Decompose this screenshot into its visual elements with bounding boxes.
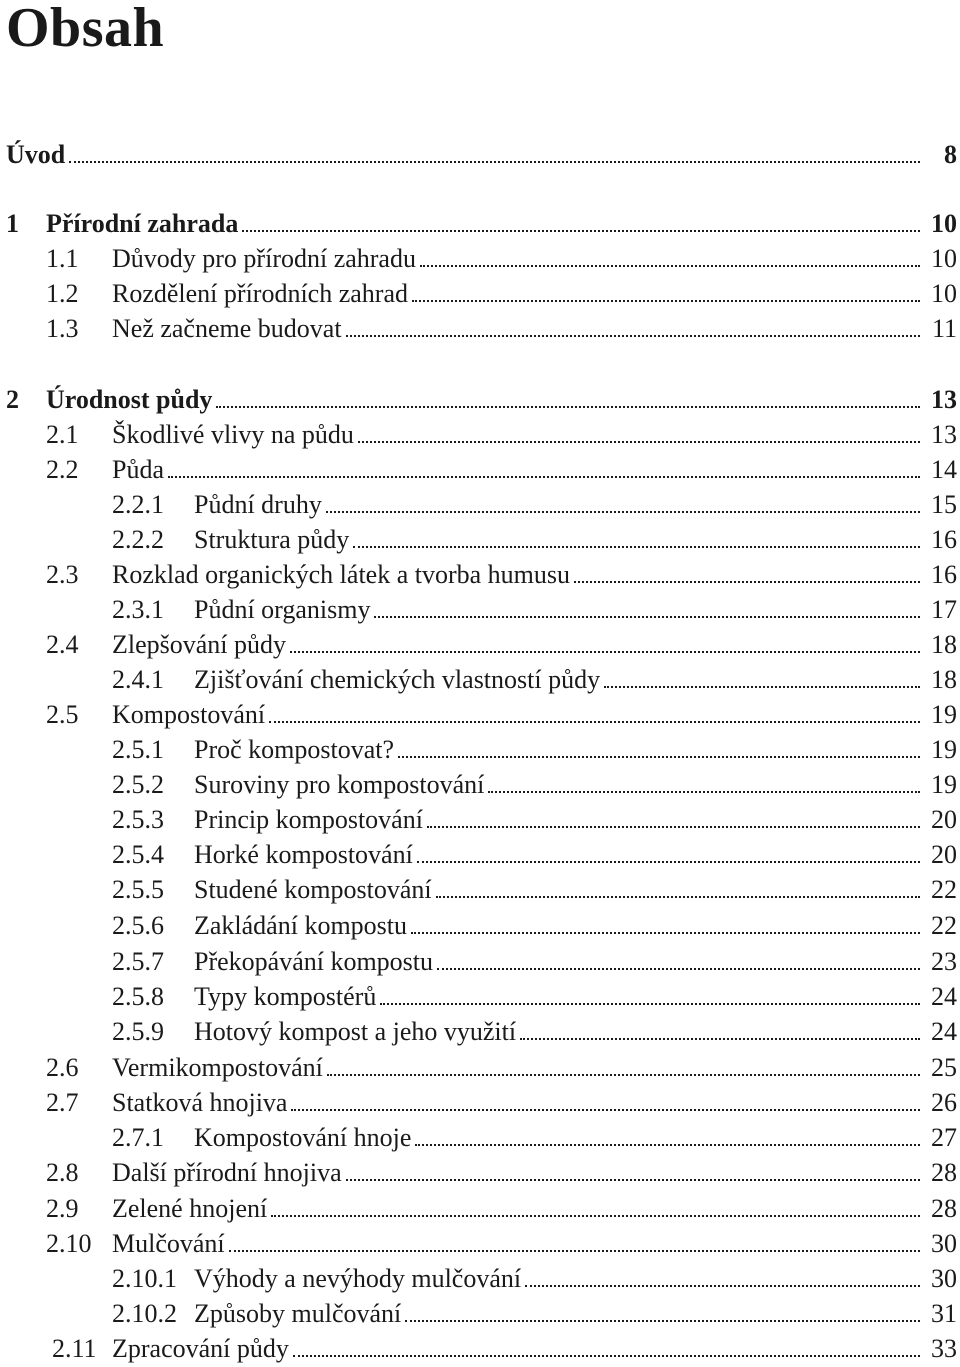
toc-entry-title: Způsoby mulčování <box>194 1299 402 1328</box>
toc-entry-title: Škodlivé vlivy na půdu <box>112 420 354 449</box>
toc-entry[interactable] <box>0 593 960 627</box>
toc-entry-leader <box>112 1192 920 1226</box>
toc-entry-title: Úrodnost půdy <box>46 385 213 414</box>
toc-entry-leader <box>194 1262 920 1296</box>
toc-entry-leader <box>194 768 920 802</box>
toc-entry-number: 2.10.2 <box>112 1299 177 1328</box>
toc-entry-page: 24 <box>925 980 957 1014</box>
dot-leader <box>269 721 920 723</box>
toc-entry-title: Než začneme budovat <box>112 314 342 343</box>
toc-entry-number: 2.5 <box>46 700 79 729</box>
toc-entry-number: 2.7 <box>46 1088 79 1117</box>
toc-entry[interactable] <box>0 242 960 276</box>
toc-entry-title: Statková hnojiva <box>112 1088 288 1117</box>
toc-entry-title: Proč kompostovat? <box>194 735 395 764</box>
toc-entry-title: Úvod <box>6 140 66 169</box>
toc-entry-leader <box>194 663 920 697</box>
toc-entry-leader <box>194 873 920 907</box>
dot-leader <box>574 581 920 583</box>
toc-entry-number: 2.5.6 <box>112 911 164 940</box>
dot-leader <box>216 406 920 408</box>
toc-entry[interactable] <box>0 945 960 979</box>
toc-entry-page: 16 <box>925 558 957 592</box>
toc-entry-page: 11 <box>926 312 957 346</box>
toc-entry[interactable] <box>0 733 960 767</box>
dot-leader <box>411 932 920 934</box>
toc-entry-leader <box>194 803 920 837</box>
toc-entry-page: 17 <box>925 593 957 627</box>
dot-leader <box>374 616 920 618</box>
toc-entry-number: 2.3.1 <box>112 595 164 624</box>
toc-entry-page: 13 <box>925 383 957 417</box>
toc-entry-number: 2.9 <box>46 1194 79 1223</box>
toc-entry-page: 16 <box>925 523 957 557</box>
dot-leader <box>293 1355 920 1357</box>
dot-leader <box>417 861 920 863</box>
toc-entry-leader <box>194 1297 920 1331</box>
toc-entry-number: 2.5.1 <box>112 735 164 764</box>
dot-leader <box>326 511 920 513</box>
toc-entry-title: Půda <box>112 455 164 484</box>
toc-entry-page: 10 <box>925 277 957 311</box>
toc-entry-leader <box>194 488 920 522</box>
toc-entry-leader <box>112 1086 920 1120</box>
toc-entry-number: 2.3 <box>46 560 79 589</box>
toc-entry-leader <box>112 418 920 452</box>
dot-leader <box>69 161 920 163</box>
toc-entry-number: 2.5.8 <box>112 982 164 1011</box>
toc-entry-number: 2.2.1 <box>112 490 164 519</box>
dot-leader <box>358 441 920 443</box>
toc-entry-leader <box>194 733 920 767</box>
toc-entry-page: 23 <box>925 945 957 979</box>
dot-leader <box>412 300 920 302</box>
toc-entry-number: 2.5.4 <box>112 840 164 869</box>
toc-entry-page: 30 <box>925 1262 957 1296</box>
dot-leader <box>525 1285 920 1287</box>
dot-leader <box>405 1320 920 1322</box>
toc-entry[interactable] <box>0 1192 960 1226</box>
dot-leader <box>353 546 920 548</box>
dot-leader <box>291 1109 920 1111</box>
dot-leader <box>229 1250 920 1252</box>
toc-entry-page: 18 <box>925 628 957 662</box>
toc-entry-title: Zpracování půdy <box>112 1334 289 1363</box>
toc-entry[interactable] <box>0 558 960 592</box>
toc-entry[interactable] <box>0 768 960 802</box>
toc-entry-title: Princip kompostování <box>194 805 423 834</box>
toc-entry-leader <box>46 207 920 241</box>
dot-leader <box>436 896 920 898</box>
dot-leader <box>168 476 920 478</box>
toc-entry[interactable] <box>0 1156 960 1190</box>
toc-entry-page: 31 <box>925 1297 957 1331</box>
toc-entry[interactable] <box>0 383 960 417</box>
toc-entry-page: 19 <box>925 698 957 732</box>
toc-entry-title: Rozdělení přírodních zahrad <box>112 279 408 308</box>
toc-entry-title: Mulčování <box>112 1229 225 1258</box>
toc-entry-leader <box>112 698 920 732</box>
toc-entry-title: Zelené hnojení <box>112 1194 268 1223</box>
dot-leader <box>415 1144 920 1146</box>
toc-entry[interactable] <box>0 1086 960 1120</box>
toc-entry-page: 18 <box>925 663 957 697</box>
toc-entry-title: Půdní organismy <box>194 595 371 624</box>
dot-leader <box>290 651 920 653</box>
dot-leader <box>520 1038 920 1040</box>
toc-entry-number: 2.4.1 <box>112 665 164 694</box>
toc-entry-page: 13 <box>925 418 957 452</box>
toc-entry-title: Překopávání kompostu <box>194 947 434 976</box>
toc-entry-number: 2.8 <box>46 1158 79 1187</box>
dot-leader <box>604 686 920 688</box>
page-title: Obsah <box>6 0 165 59</box>
toc-entry-title: Suroviny pro kompostování <box>194 770 485 799</box>
toc-entry-leader <box>112 558 920 592</box>
toc-entry[interactable] <box>0 1332 960 1366</box>
toc-entry[interactable] <box>0 1051 960 1085</box>
toc-entry-page: 26 <box>925 1086 957 1120</box>
toc-entry[interactable] <box>0 909 960 943</box>
toc-entry[interactable] <box>0 803 960 837</box>
toc-entry-leader <box>112 242 920 276</box>
toc-entry-page: 30 <box>925 1227 957 1261</box>
toc-entry[interactable] <box>0 207 960 241</box>
dot-leader <box>488 791 920 793</box>
toc-entry-title: Hotový kompost a jeho využití <box>194 1017 517 1046</box>
toc-entry-title: Přírodní zahrada <box>46 209 239 238</box>
toc-entry-page: 33 <box>925 1332 957 1366</box>
toc-entry[interactable] <box>0 488 960 522</box>
toc-entry-page: 28 <box>925 1192 957 1226</box>
toc-entry-number: 2.7.1 <box>112 1123 164 1152</box>
toc-entry-number: 2.2.2 <box>112 525 164 554</box>
toc-entry-number: 2.10.1 <box>112 1264 177 1293</box>
toc-entry-page: 20 <box>925 838 957 872</box>
dot-leader <box>346 335 920 337</box>
toc-entry-title: Kompostování <box>112 700 266 729</box>
toc-entry-page: 19 <box>925 768 957 802</box>
toc-entry[interactable] <box>0 138 960 172</box>
toc-entry-leader <box>194 945 920 979</box>
toc-entry-leader <box>112 1051 920 1085</box>
toc-entry-page: 25 <box>925 1051 957 1085</box>
toc-entry[interactable] <box>0 980 960 1014</box>
toc-entry-number: 2 <box>6 385 19 414</box>
toc-entry-page: 20 <box>925 803 957 837</box>
toc-entry-page: 10 <box>925 207 957 241</box>
toc-entry-leader <box>112 312 920 346</box>
toc-entry[interactable] <box>0 873 960 907</box>
toc-entry[interactable] <box>0 1262 960 1296</box>
toc-entry[interactable] <box>0 418 960 452</box>
toc-entry-title: Další přírodní hnojiva <box>112 1158 342 1187</box>
toc-entry-number: 1.2 <box>46 279 79 308</box>
toc-entry-title: Rozklad organických látek a tvorba humusu <box>112 560 571 589</box>
toc-entry-leader <box>194 1121 920 1155</box>
toc-entry-leader <box>194 1015 920 1049</box>
toc-entry-page: 24 <box>925 1015 957 1049</box>
toc-entry-leader <box>194 980 920 1014</box>
toc-entry-number: 2.5.7 <box>112 947 164 976</box>
toc-entry-leader <box>112 1332 920 1366</box>
toc-entry-leader <box>112 1156 920 1190</box>
toc-entry-title: Zjišťování chemických vlastností půdy <box>194 665 601 694</box>
toc-entry-number: 2.2 <box>46 455 79 484</box>
toc-entry-leader <box>112 1227 920 1261</box>
toc-entry-page: 27 <box>925 1121 957 1155</box>
dot-leader <box>242 230 920 232</box>
toc-entry-number: 2.10 <box>46 1229 92 1258</box>
dot-leader <box>420 265 920 267</box>
toc-entry-page: 8 <box>938 138 957 172</box>
toc-entry-title: Zlepšování půdy <box>112 630 287 659</box>
toc-entry-page: 28 <box>925 1156 957 1190</box>
toc-entry[interactable] <box>0 838 960 872</box>
toc-entry[interactable] <box>0 523 960 557</box>
toc-entry-page: 15 <box>925 488 957 522</box>
toc-entry-leader <box>194 523 920 557</box>
toc-entry-leader <box>112 453 920 487</box>
toc-entry-page: 10 <box>925 242 957 276</box>
toc-entry-leader <box>194 593 920 627</box>
toc-entry-number: 2.5.3 <box>112 805 164 834</box>
toc-entry-title: Výhody a nevýhody mulčování <box>194 1264 522 1293</box>
dot-leader <box>346 1179 920 1181</box>
toc-entry-number: 2.6 <box>46 1053 79 1082</box>
dot-leader <box>437 968 920 970</box>
toc-entry-number: 2.4 <box>46 630 79 659</box>
toc-entry-leader <box>112 277 920 311</box>
toc-entry-number: 2.5.5 <box>112 875 164 904</box>
toc-entry-number: 1.1 <box>46 244 79 273</box>
toc-entry[interactable] <box>0 453 960 487</box>
toc-entry[interactable] <box>0 1297 960 1331</box>
toc-entry-number: 2.5.2 <box>112 770 164 799</box>
toc-entry-title: Půdní druhy <box>194 490 322 519</box>
toc-entry-page: 14 <box>925 453 957 487</box>
toc-entry-leader <box>6 138 920 172</box>
toc-entry-number: 2.1 <box>46 420 79 449</box>
toc-entry-leader <box>194 909 920 943</box>
dot-leader <box>427 826 920 828</box>
toc-entry-leader <box>46 383 920 417</box>
toc-entry-title: Struktura půdy <box>194 525 350 554</box>
toc-entry[interactable] <box>0 628 960 662</box>
toc-entry-page: 22 <box>925 873 957 907</box>
toc-entry-title: Horké kompostování <box>194 840 413 869</box>
toc-entry-number: 1.3 <box>46 314 79 343</box>
toc-entry-leader <box>194 838 920 872</box>
toc-entry-title: Důvody pro přírodní zahradu <box>112 244 416 273</box>
toc-entry-number: 2.5.9 <box>112 1017 164 1046</box>
dot-leader <box>380 1003 920 1005</box>
dot-leader <box>327 1074 920 1076</box>
dot-leader <box>271 1215 920 1217</box>
toc-entry[interactable] <box>0 1121 960 1155</box>
toc-entry-title: Typy kompostérů <box>194 982 377 1011</box>
toc-entry[interactable] <box>0 312 960 346</box>
toc-entry-page: 22 <box>925 909 957 943</box>
toc-entry-title: Studené kompostování <box>194 875 432 904</box>
toc-entry-title: Zakládání kompostu <box>194 911 408 940</box>
toc-entry-number: 1 <box>6 209 19 238</box>
toc-entry[interactable] <box>0 1227 960 1261</box>
toc-entry[interactable] <box>0 698 960 732</box>
toc-entry-number: 2.11 <box>52 1334 97 1363</box>
toc-entry[interactable] <box>0 663 960 697</box>
dot-leader <box>398 756 920 758</box>
toc-entry[interactable] <box>0 1015 960 1049</box>
toc-entry-page: 19 <box>925 733 957 767</box>
toc-entry-title: Kompostování hnoje <box>194 1123 412 1152</box>
toc-entry-leader <box>112 628 920 662</box>
toc-entry[interactable] <box>0 277 960 311</box>
toc-entry-title: Vermikompostování <box>112 1053 323 1082</box>
